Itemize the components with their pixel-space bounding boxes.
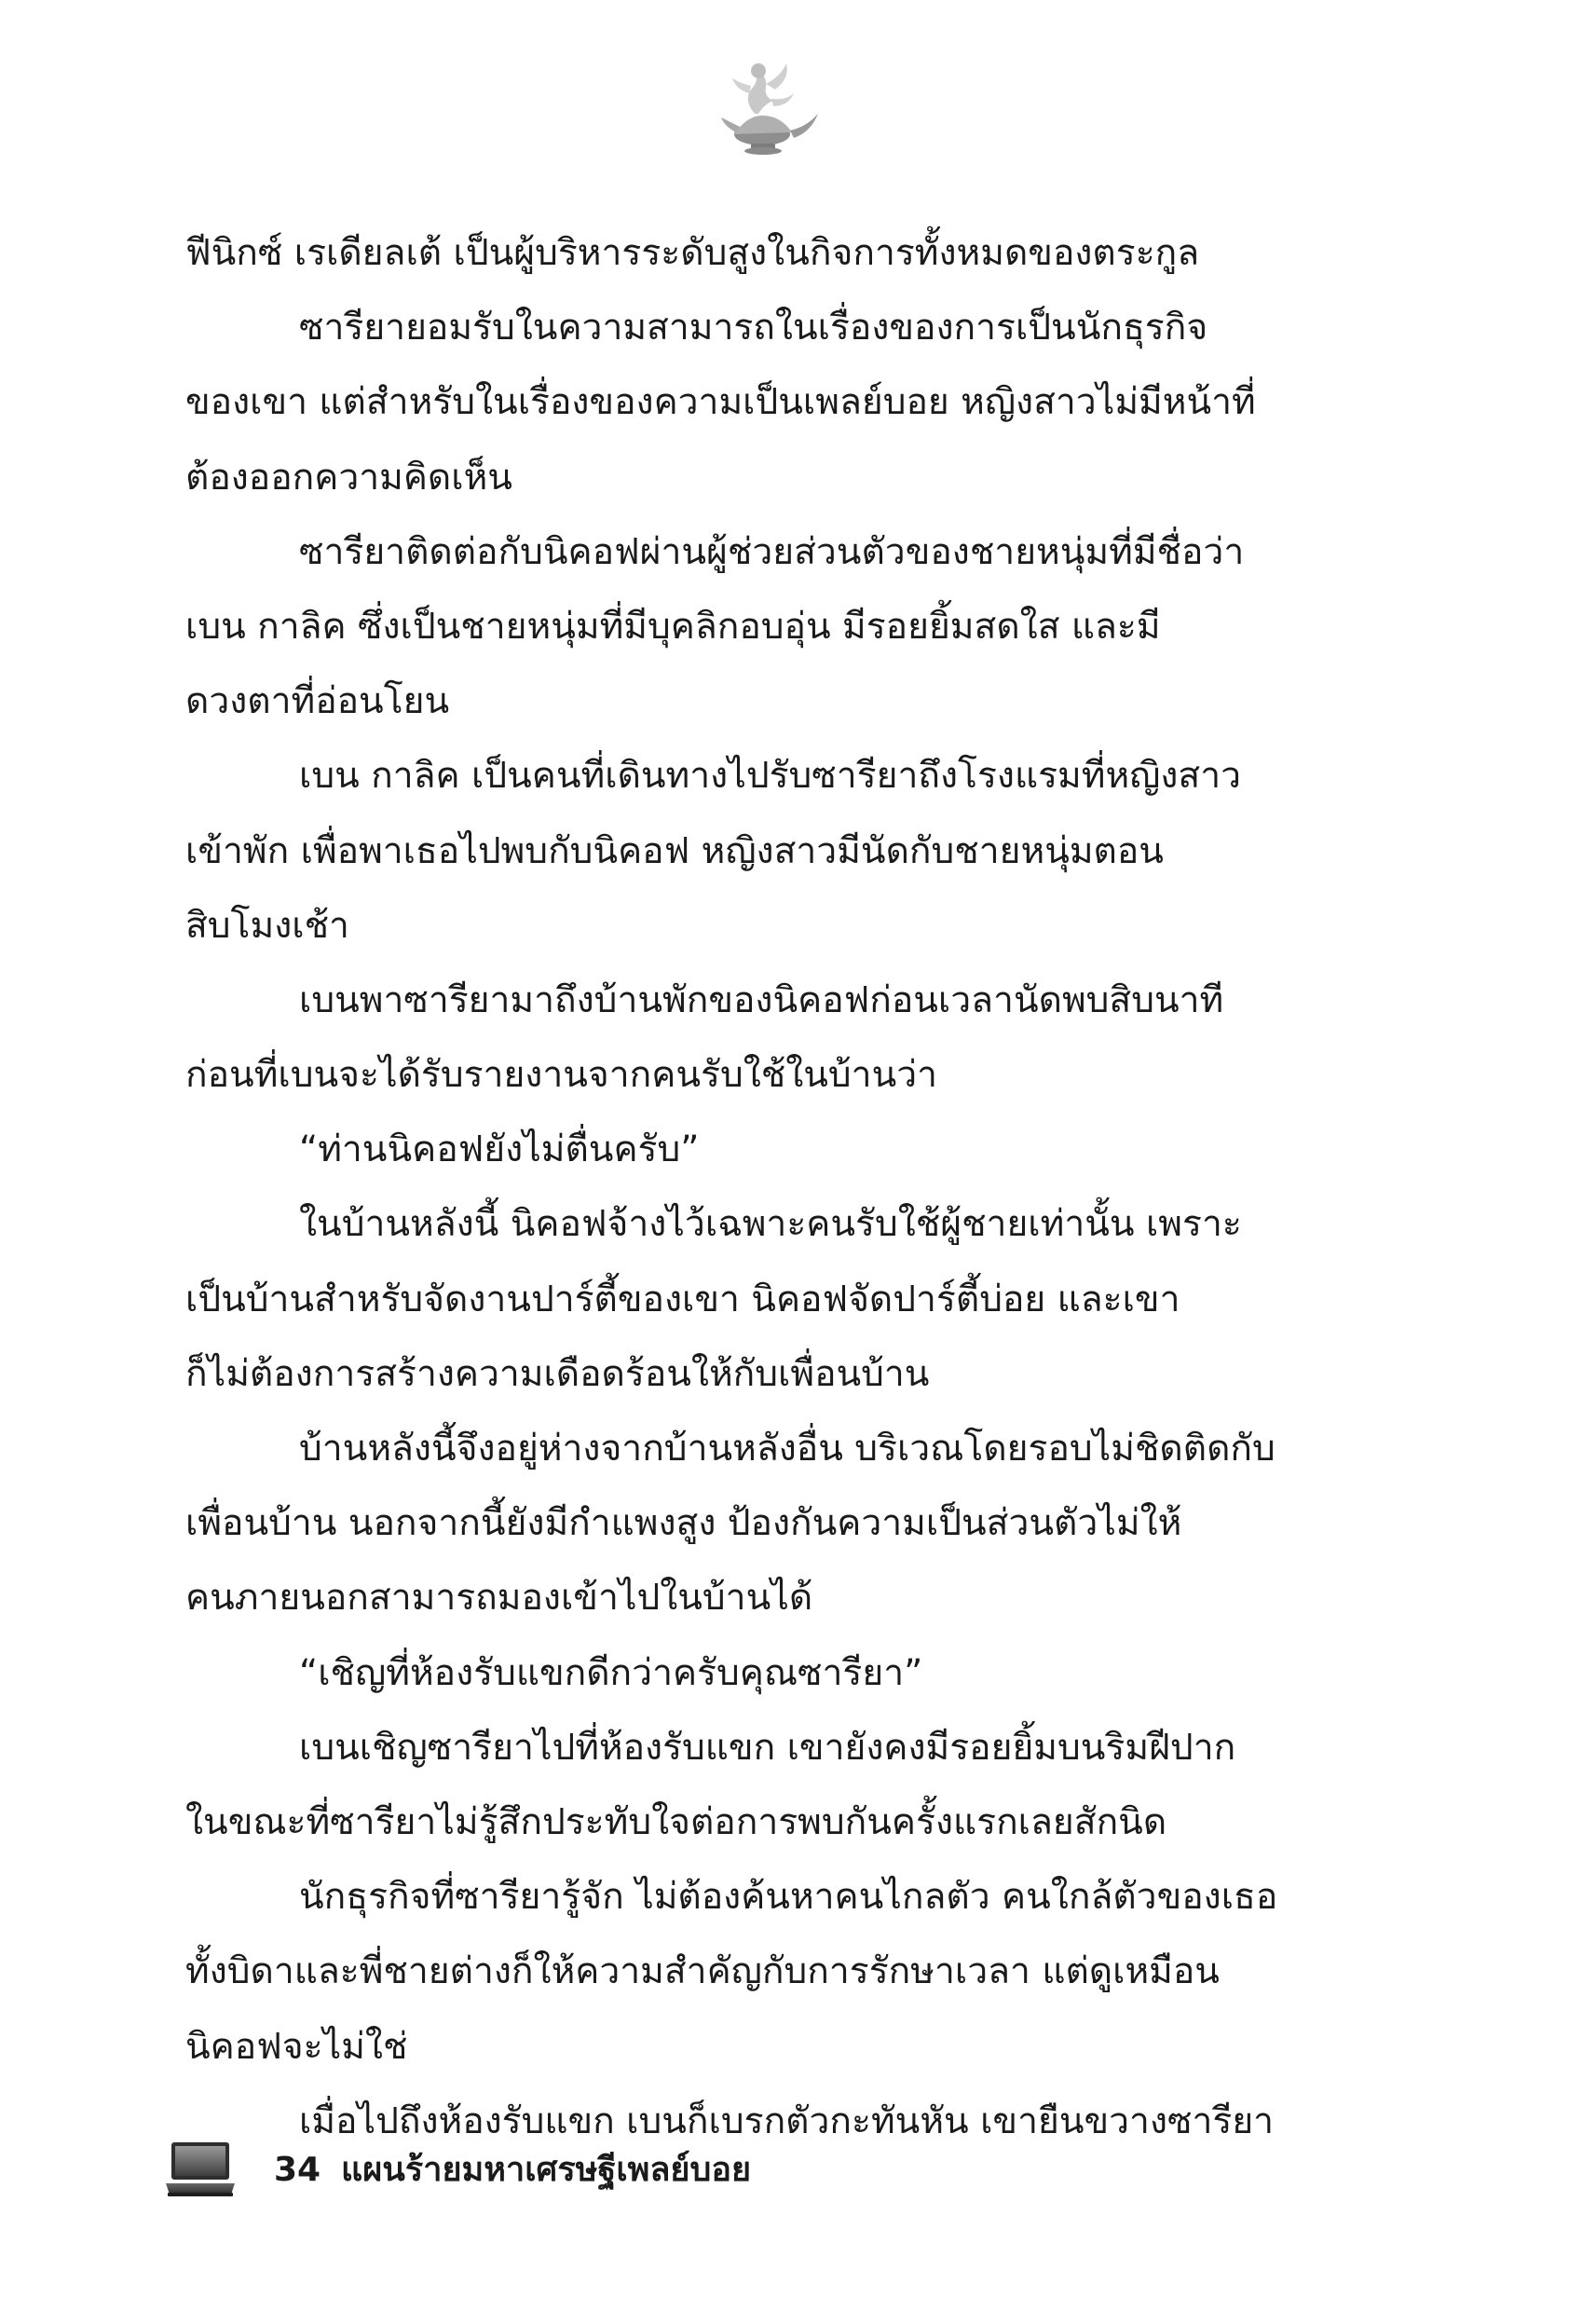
text-line: ก่อนที่เบนจะได้รับรายงานจากคนรับใช้ในบ้านว่า xyxy=(185,1054,938,1097)
text-line: เมื่อไปถึงห้องรับแขก เบนก็เบรกตัวกะทันหัน เขายืนขวางซารียา xyxy=(299,2099,1275,2142)
text-line: ซารียายอมรับในความสามารถในเรื่องของการเป็นนักธุรกิจ xyxy=(299,307,1208,349)
text-line: ซารียาติดต่อกับนิคอฟผ่านผู้ช่วยส่วนตัวของชายหนุ่มที่มีชื่อว่า xyxy=(299,530,1245,573)
page-number: 34 xyxy=(274,2151,321,2189)
text-line: ทั้งบิดาและพี่ชายต่างก็ให้ความสำคัญกับการรักษาเวลา แต่ดูเหมือน xyxy=(185,1950,1220,1993)
text-line: เบน กาลิค ซึ่งเป็นชายหนุ่มที่มีบุคลิกอบอุ่น มีรอยยิ้มสดใส และมี xyxy=(185,605,1161,648)
body-text xyxy=(185,216,1324,2159)
text-line: เบนพาซารียามาถึงบ้านพักของนิคอฟก่อนเวลานัดพบสิบนาที xyxy=(299,978,1224,1021)
text-line: ฟีนิกซ์ เรเดียลเต้ เป็นผู้บริหารระดับสูงในกิจการทั้งหมดของตระกูล xyxy=(185,232,1200,274)
text-line: สิบโมงเช้า xyxy=(185,904,349,947)
dialogue-line: “ท่านนิคอฟยังไม่ตื่นครับ” xyxy=(299,1128,700,1171)
dialogue-line: “เชิญที่ห้องรับแขกดีกว่าครับคุณซารียา” xyxy=(299,1651,923,1694)
text-line: เบน กาลิค เป็นคนที่เดินทางไปรับซารียาถึงโรงแรมที่หญิงสาว xyxy=(299,755,1242,798)
page-footer xyxy=(164,2139,1003,2204)
text-line: ดวงตาที่อ่อนโยน xyxy=(185,680,450,723)
text-line: เบนเชิญซารียาไปที่ห้องรับแขก เขายังคงมีรอยยิ้มบนริมฝีปาก xyxy=(299,1726,1236,1769)
laptop-icon xyxy=(164,2139,237,2200)
text-line: ในขณะที่ซารียาไม่รู้สึกประทับใจต่อการพบกันครั้งแรกเลยสักนิด xyxy=(185,1800,1167,1843)
text-line: คนภายนอกสามารถมองเข้าไปในบ้านได้ xyxy=(185,1577,813,1620)
text-line: นิคอฟจะไม่ใช่ xyxy=(185,2025,408,2068)
text-line: เป็นบ้านสำหรับจัดงานปาร์ตี้ของเขา นิคอฟจัดปาร์ตี้บ่อย และเขา xyxy=(185,1278,1180,1320)
text-line: เพื่อนบ้าน นอกจากนี้ยังมีกำแพงสูง ป้องกันความเป็นส่วนตัวไม่ให้ xyxy=(185,1502,1182,1545)
text-line: ต้องออกความคิดเห็น xyxy=(185,456,512,499)
text-line: เข้าพัก เพื่อพาเธอไปพบกับนิคอฟ หญิงสาวมีนัดกับชายหนุ่มตอน xyxy=(185,829,1164,872)
text-line: บ้านหลังนี้จึงอยู่ห่างจากบ้านหลังอื่น บริเวณโดยรอบไม่ชิดติดกับ xyxy=(299,1428,1275,1470)
text-line: ของเขา แต่สำหรับในเรื่องของความเป็นเพลย์บอย หญิงสาวไม่มีหน้าที่ xyxy=(185,381,1256,424)
text-line: นักธุรกิจที่ซารียารู้จัก ไม่ต้องค้นหาคนไกลตัว คนใกล้ตัวของเธอ xyxy=(299,1876,1278,1919)
text-line: ก็ไม่ต้องการสร้างความเดือดร้อนให้กับเพื่อนบ้าน xyxy=(185,1352,930,1395)
text-line: ในบ้านหลังนี้ นิคอฟจ้างไว้เฉพาะคนรับใช้ผู้ชายเท่านั้น เพราะ xyxy=(299,1203,1242,1246)
genie-lamp-icon xyxy=(689,52,829,164)
book-title: แผนร้ายมหาเศรษฐีเพลย์บอย xyxy=(341,2151,752,2189)
